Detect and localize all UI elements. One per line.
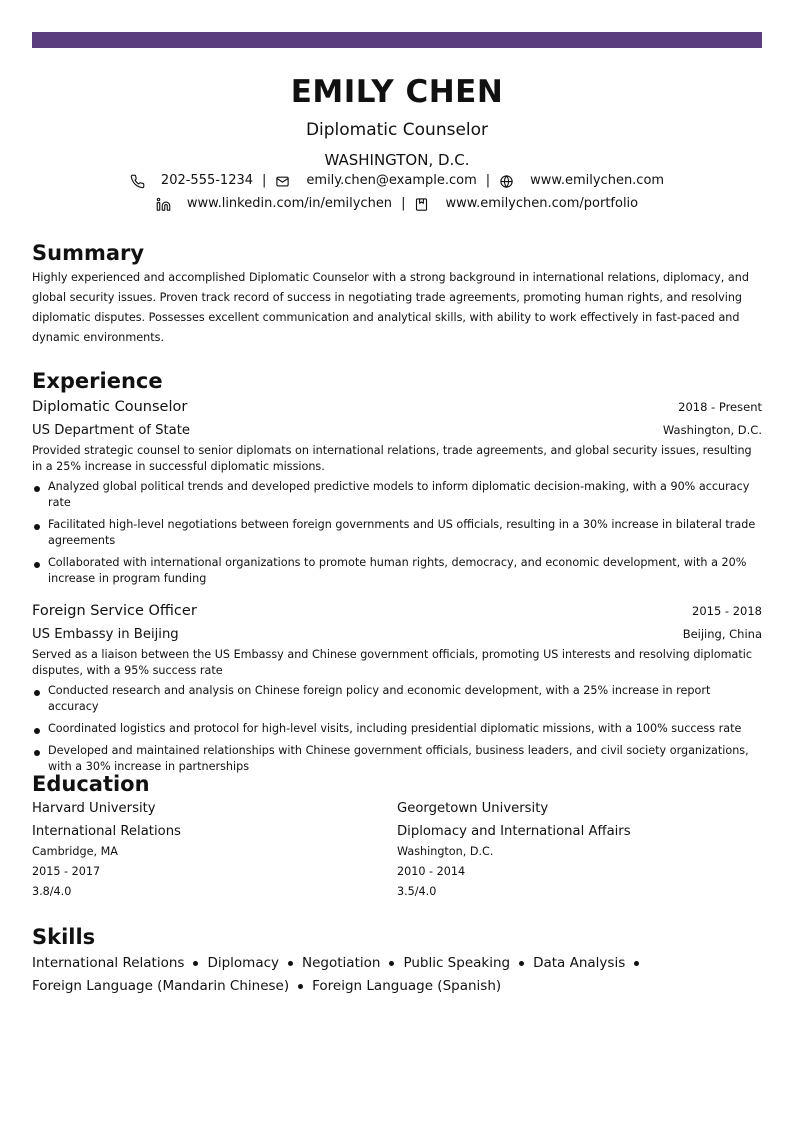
- education-section: [32, 771, 762, 902]
- contact-row-secondary: [32, 195, 762, 213]
- job-organization: US Embassy in Beijing: [32, 627, 179, 642]
- degree: International Relations: [32, 824, 181, 839]
- school-location: Washington, D.C.: [397, 845, 494, 858]
- resume-header: [32, 72, 762, 213]
- contact-website[interactable]: [499, 172, 664, 190]
- job-description: Provided strategic counsel to senior diplomats on international relations, trade agreements, and global security issues, resulting in a 25% increase in successful diplomatic missions.: [32, 444, 752, 473]
- bullet-icon: [634, 961, 639, 966]
- job-bullets: [32, 683, 762, 775]
- summary-text: Highly experienced and accomplished Diplomatic Counselor with a strong background in international relations, diplomacy, and global security issues. Proven track record of success in negotiating trade agreements, promoting human rights, and resolving diplomatic disputes. Possesses excellent communication and analytical skills, with ability to work effectively in fast-paced and dynamic environments.: [32, 271, 749, 344]
- job-dates: 2018 - Present: [678, 400, 762, 414]
- skill-item: Diplomacy: [207, 955, 280, 971]
- accent-bar: [32, 32, 762, 48]
- skills-heading: Skills: [32, 925, 96, 949]
- education-entry: [32, 799, 397, 902]
- skill-item: Public Speaking: [403, 955, 511, 971]
- skills-list: [32, 952, 762, 998]
- candidate-location: WASHINGTON, D.C.: [324, 151, 470, 169]
- contact-separator: |: [485, 173, 491, 188]
- summary-heading: Summary: [32, 241, 145, 265]
- contact-row-primary: [32, 172, 762, 190]
- school-location: Cambridge, MA: [32, 845, 118, 858]
- job-entry: [32, 601, 762, 775]
- linkedin-icon: [156, 197, 171, 212]
- skill-item: Data Analysis: [533, 955, 626, 971]
- bullet-icon: [288, 961, 293, 966]
- bullet-icon: [34, 524, 40, 530]
- school-dates: 2010 - 2014: [397, 865, 466, 878]
- bullet-icon: [193, 961, 198, 966]
- contact-portfolio[interactable]: [414, 195, 638, 213]
- list-item: Collaborated with international organizations to promote human rights, democracy, and economic development, with a 20% increase in program funding: [32, 555, 762, 587]
- phone-icon: [130, 174, 145, 189]
- bullet-icon: [34, 562, 40, 568]
- contact-separator: |: [262, 173, 267, 188]
- job-role: Diplomatic Counselor: [32, 399, 188, 415]
- skill-item: International Relations: [32, 955, 185, 971]
- bullet-icon: [389, 961, 394, 966]
- list-item: Developed and maintained relationships with Chinese government officials, business leaders, and civil society organizations, with a 30% increase in partnerships: [32, 743, 762, 775]
- school-gpa: 3.8/4.0: [32, 885, 72, 898]
- portfolio-text: www.emilychen.com/portfolio: [445, 196, 639, 211]
- job-location: Beijing, China: [682, 627, 762, 641]
- linkedin-text: www.linkedin.com/in/emilychen: [186, 196, 393, 211]
- email-text: emily.chen@example.com: [306, 173, 477, 188]
- education-grid: [32, 799, 762, 902]
- candidate-title: Diplomatic Counselor: [305, 120, 489, 140]
- contact-separator: |: [401, 196, 406, 211]
- job-description: Served as a liaison between the US Embassy and Chinese government officials, promoting US interests and resolving diplomatic disputes, with a 95% success rate: [32, 648, 752, 677]
- summary-section: [32, 240, 762, 348]
- phone-text: 202-555-1234: [160, 173, 254, 188]
- contact-phone[interactable]: [130, 172, 253, 190]
- education-heading: Education: [32, 772, 150, 796]
- skill-item: Negotiation: [302, 955, 381, 971]
- skills-section: [32, 924, 762, 998]
- school-name: Georgetown University: [397, 801, 549, 816]
- list-item: Facilitated high-level negotiations between foreign governments and US officials, resulting in a 30% increase in bilateral trade agreements: [32, 517, 762, 549]
- email-icon: [275, 174, 290, 189]
- list-item: Coordinated logistics and protocol for high-level visits, including presidential diplomatic missions, with a 100% success rate: [32, 721, 762, 737]
- job-entry: [32, 397, 762, 587]
- school-gpa: 3.5/4.0: [397, 885, 437, 898]
- contact-linkedin[interactable]: [156, 195, 392, 213]
- job-organization: US Department of State: [32, 423, 191, 438]
- bullet-icon: [34, 690, 40, 696]
- skill-item: Foreign Language (Mandarin Chinese): [32, 978, 290, 994]
- experience-section: [32, 368, 762, 781]
- job-role: Foreign Service Officer: [32, 603, 197, 619]
- degree: Diplomacy and International Affairs: [397, 824, 631, 839]
- bullet-icon: [519, 961, 524, 966]
- list-item: Analyzed global political trends and developed predictive models to inform diplomatic decision-making, with a 90% accuracy rate: [32, 479, 762, 511]
- job-location: Washington, D.C.: [662, 423, 762, 437]
- school-name: Harvard University: [32, 801, 156, 816]
- bullet-icon: [34, 728, 40, 734]
- contact-email[interactable]: [275, 172, 476, 190]
- portfolio-icon: [414, 197, 429, 212]
- school-dates: 2015 - 2017: [32, 865, 101, 878]
- list-item: Conducted research and analysis on Chinese foreign policy and economic development, with a 25% increase in report accuracy: [32, 683, 762, 715]
- bullet-icon: [34, 486, 40, 492]
- skill-item: Foreign Language (Spanish): [312, 978, 502, 994]
- bullet-icon: [34, 750, 40, 756]
- globe-icon: [499, 174, 514, 189]
- job-bullets: [32, 479, 762, 587]
- candidate-name: EMILY CHEN: [290, 74, 504, 110]
- job-dates: 2015 - 2018: [692, 604, 762, 618]
- experience-heading: Experience: [32, 369, 163, 393]
- education-entry: [397, 799, 762, 902]
- bullet-icon: [298, 984, 303, 989]
- website-text: www.emilychen.com: [530, 173, 665, 188]
